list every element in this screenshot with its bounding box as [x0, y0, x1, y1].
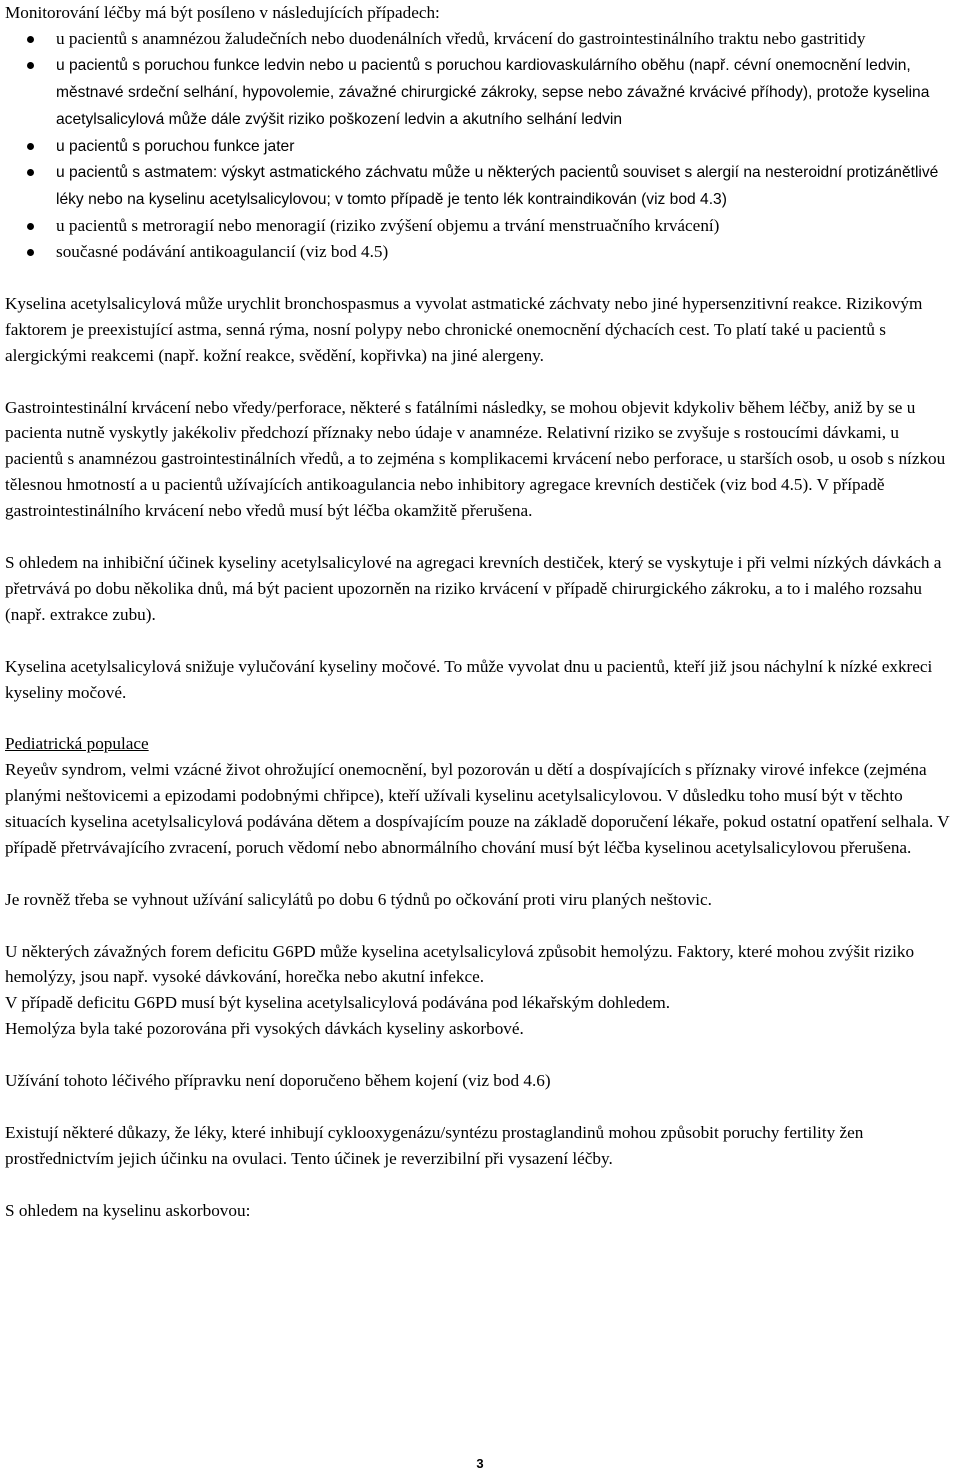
bullet-icon	[27, 249, 34, 256]
hemolysis-line: Hemolýza byla také pozorována při vysokých dávkách kyseliny askorbové.	[5, 1019, 524, 1039]
monitoring-list	[5, 26, 955, 265]
bullet-icon	[27, 223, 34, 230]
ascorbic-acid-paragraph: S ohledem na kyselinu askorbovou:	[5, 1200, 251, 1220]
bronchospasm-paragraph: Kyselina acetylsalicylová může urychlit bronchospasmus a vyvolat astmatické záchvaty nebo jiné hypersenzitivní reakce. Rizikovým faktorem je preexistující astma, senná rýma, nosní polypy nebo chronické onemocnění dýchacích cest. To platí také u pacientů s alergickými reakcemi (např. kožní reakce, svědění, kopřivka) na jiné alergeny.	[5, 293, 923, 365]
g6pd-supervision-line: V případě deficitu G6PD musí být kyselina acetylsalicylová podávána pod lékařským dohledem.	[5, 993, 671, 1013]
gi-bleeding-paragraph: Gastrointestinální krvácení nebo vředy/perforace, některé s fatálními následky, se mohou objevit kdykoliv během léčby, aniž by se u pacienta nutně vyskytly jakékoliv předchozí příznaky nebo údaje v anamnéze. Relativní riziko se zvyšuje s rostoucími dávkami, u pacientů s anamnézou gastrointestinálních vředů, a to zejména s komplikacemi krvácení nebo perforace, u starších osob, u osob s nízkou tělesnou hmotností a u pacientů užívajících antikoagulancia nebo inhibitory agregace krevních destiček (viz bod 4.5). V případě gastrointestinálního krvácení nebo vředů musí být léčba okamžitě přerušena.	[5, 397, 946, 521]
list-item-text: u pacientů s poruchou funkce jater	[56, 137, 295, 155]
fertility-paragraph: Existují některé důkazy, že léky, které inhibují cyklooxygenázu/syntézu prostaglandinů mohou způsobit poruchy fertility žen prostřednictvím jejich účinku na ovulaci. Tento účinek je reverzibilní při vysazení léčby.	[5, 1122, 864, 1168]
list-item	[5, 52, 955, 133]
bullet-icon	[27, 169, 34, 176]
platelet-paragraph: S ohledem na inhibiční účinek kyseliny acetylsalicylové na agregaci krevních destiček, který se vyskytuje i při velmi nízkých dávkách a přetrvává po dobu několika dnů, má být pacient upozorněn na riziko krvácení v případě chirurgického zákroku, a to i malého rozsahu (např. extrakce zubu).	[5, 552, 942, 624]
document-page	[5, 0, 955, 1223]
pediatric-paragraph: Reyeův syndrom, velmi vzácné život ohrožující onemocnění, byl pozorován u dětí a dospívajících s příznaky virové infekce (zejména planými neštovicemi a epizodami podobnými chřipce), kteří užívali kyselinu acetylsalicylovou. V důsledku toho musí být v těchto situacích kyselina acetylsalicylová podávána dětem a dospívajícím pouze na základě doporučení lékaře, pokud ostatní opatření selhala. V případě přetrvávajícího zvracení, poruch vědomí nebo abnormálního chování musí být léčba kyselinou acetylsalicylovou přerušena.	[5, 760, 950, 857]
list-item-text: současné podávání antikoagulancií (viz bod 4.5)	[56, 242, 389, 262]
list-item-text: u pacientů s metroragií nebo menoragií (riziko zvýšení objemu a trvání menstruačního krvácení)	[56, 216, 720, 236]
list-item-text: u pacientů s anamnézou žaludečních nebo duodenálních vředů, krvácení do gastrointestinálního traktu nebo gastritidy	[56, 28, 866, 48]
list-item	[5, 159, 955, 213]
list-item	[5, 213, 955, 239]
vaccination-paragraph: Je rovněž třeba se vyhnout užívání salicylátů po dobu 6 týdnů po očkování proti viru planých neštovic.	[5, 889, 712, 909]
list-item-text: u pacientů s astmatem: výskyt astmatického záchvatu může u některých pacientů souviset s alergií na nesteroidní protizánětlivé léky nebo na kyselinu acetylsalicylovou; v tomto případě je tento lék kontraindikován (viz bod 4.3)	[56, 164, 939, 209]
list-item	[5, 26, 955, 52]
pediatric-heading: Pediatrická populace	[5, 734, 149, 754]
breastfeeding-paragraph: Užívání tohoto léčivého přípravku není doporučeno během kojení (viz bod 4.6)	[5, 1071, 551, 1091]
uric-acid-paragraph: Kyselina acetylsalicylová snižuje vylučování kyseliny močové. To může vyvolat dnu u pacientů, kteří již jsou náchylní k nízké exkreci kyseliny močové.	[5, 656, 933, 702]
monitoring-intro: Monitorování léčby má být posíleno v následujících případech:	[5, 3, 440, 22]
bullet-icon	[27, 62, 34, 69]
g6pd-paragraph: U některých závažných forem deficitu G6PD může kyselina acetylsalicylová způsobit hemolýzu. Faktory, které mohou zvýšit riziko hemolýzy, jsou např. vysoké dávkování, horečka nebo akutní infekce.	[5, 941, 915, 987]
bullet-icon	[27, 143, 34, 150]
page-number: 3	[476, 1456, 484, 1471]
bullet-icon	[27, 36, 34, 43]
list-item	[5, 133, 955, 160]
list-item	[5, 239, 955, 265]
list-item-text: u pacientů s poruchou funkce ledvin nebo u pacientů s poruchou kardiovaskulárního oběhu (např. cévní onemocnění ledvin, městnavé srdeční selhání, hypovolemie, závažné chirurgické zákroky, sepse nebo závažné krvácivé příhody), protože kyselina acetylsalicylová může dále zvýšit riziko poškození ledvin a akutního selhání ledvin	[56, 56, 930, 128]
